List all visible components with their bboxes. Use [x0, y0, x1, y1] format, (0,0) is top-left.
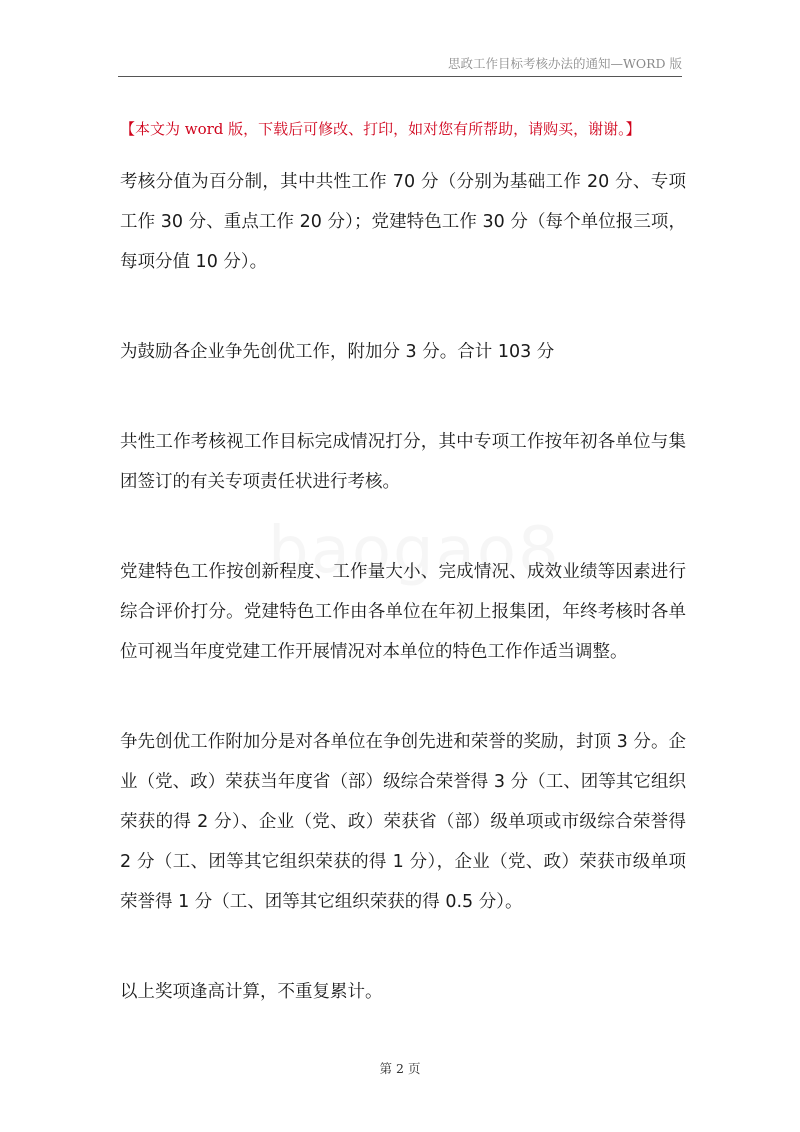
- paragraph-excellence-bonus: 争先创优工作附加分是对各单位在争创先进和荣誉的奖励，封顶 3 分。企业（党、政）荣获当年度省（部）级综合荣誉得 3 分（工、团等其它组织荣获的得 2 分）、企业（党、政）荣获省（部）级单项或市级综合荣誉得 2 分（工、团等其它组织荣获的得 1 分），企业（党、政）荣获市级单项荣誉得 1 分（工、团等其它组织荣获的得 0.5 分）。: [120, 732, 686, 912]
- paragraph-common-work: 共性工作考核视工作目标完成情况打分，其中专项工作按年初各单位与集团签订的有关专项责任状进行考核。: [120, 432, 686, 492]
- paragraph-no-accumulation: 以上奖项逢高计算，不重复累计。: [120, 982, 383, 1002]
- paragraph-score-composition: 考核分值为百分制，其中共性工作 70 分（分别为基础工作 20 分、专项工作 30 分、重点工作 20 分）；党建特色工作 30 分（每个单位报三项，每项分值 10 分）。: [120, 172, 686, 272]
- header-title: 思政工作目标考核办法的通知—WORD 版: [447, 56, 682, 71]
- paragraph-bonus-points: 为鼓励各企业争先创优工作，附加分 3 分。合计 103 分: [120, 342, 555, 362]
- document-body: [120, 162, 686, 1062]
- page-number: 第 2 页: [379, 1061, 421, 1076]
- page-header: [118, 52, 682, 77]
- download-notice: 【本文为 word 版，下载后可修改、打印，如对您有所帮助，请购买，谢谢。】: [120, 120, 641, 138]
- paragraph-party-feature-work: 党建特色工作按创新程度、工作量大小、完成情况、成效业绩等因素进行综合评价打分。党建特色工作由各单位在年初上报集团，年终考核时各单位可视当年度党建工作开展情况对本单位的特色工作作适当调整。: [120, 562, 686, 662]
